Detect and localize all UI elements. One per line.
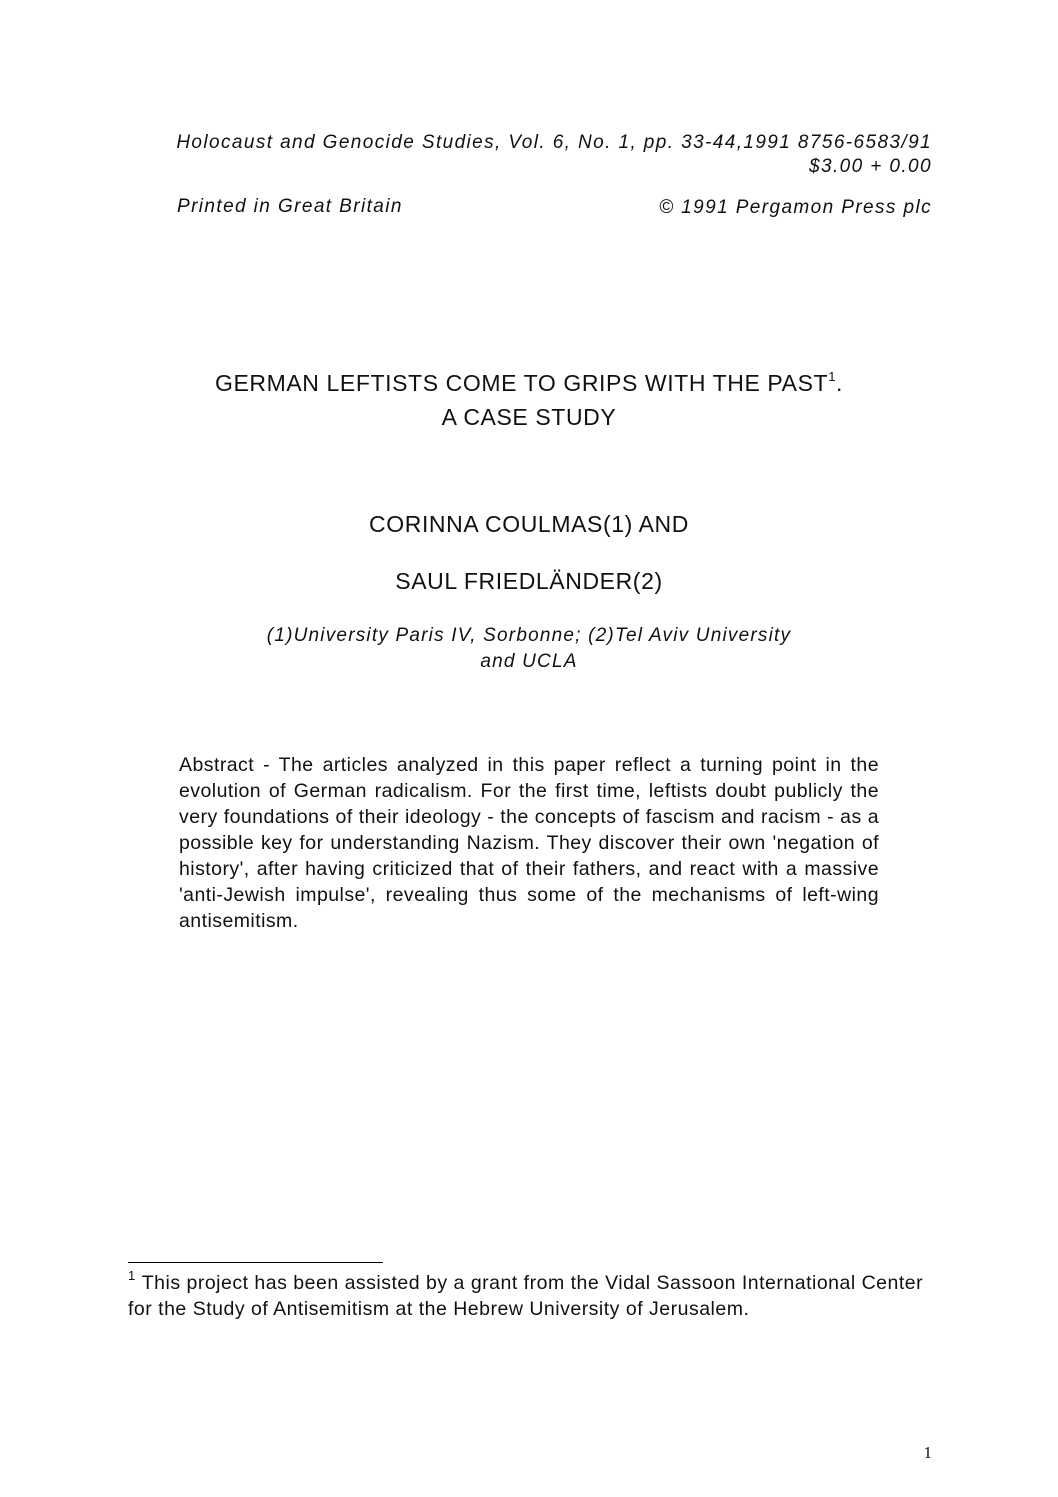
- title-footnote-marker: 1: [828, 369, 837, 384]
- author-affiliations: (1)University Paris IV, Sorbonne; (2)Tel Aviv University and UCLA: [266, 625, 792, 672]
- footnote: [128, 1270, 932, 1322]
- printed-location: Printed in Great Britain: [177, 196, 403, 217]
- abstract-paragraph: Abstract - The articles analyzed in this paper reflect a turning point in the evolution of German radicalism. For the first time, leftists doubt publicly the very foundations of their ideology - the concepts of fascism and racism - as a possible key for understanding Nazism. They discover their own 'negation of history', after having criticized that of their fathers, and react with a massive 'anti-Jewish impulse', revealing thus some of the mechanisms of left-wing antisemitism.: [179, 754, 879, 932]
- paper-title-line1: [100, 366, 958, 400]
- footnote-marker: 1: [128, 1268, 136, 1283]
- page-number: 1: [923, 1443, 932, 1462]
- author-line-2: SAUL FRIEDLÄNDER(2): [395, 568, 663, 594]
- footnote-text: This project has been assisted by a grant from the Vidal Sassoon International Center for the Study of Antisemitism at the Hebrew University of Jerusalem.: [128, 1272, 924, 1320]
- paper-title-line2: A CASE STUDY: [441, 404, 617, 430]
- copyright-notice: © 1991 Pergamon Press plc: [659, 197, 932, 218]
- footnote-divider: [128, 1262, 383, 1263]
- paper-title-punctuation: .: [836, 370, 844, 396]
- author-line-1: CORINNA COULMAS(1) AND: [369, 511, 689, 537]
- paper-title-text: GERMAN LEFTISTS COME TO GRIPS WITH THE PAST: [214, 370, 829, 396]
- journal-citation: Holocaust and Genocide Studies, Vol. 6, No. 1, pp. 33-44,1991 8756-6583/91 $3.00 + 0.00: [176, 132, 932, 177]
